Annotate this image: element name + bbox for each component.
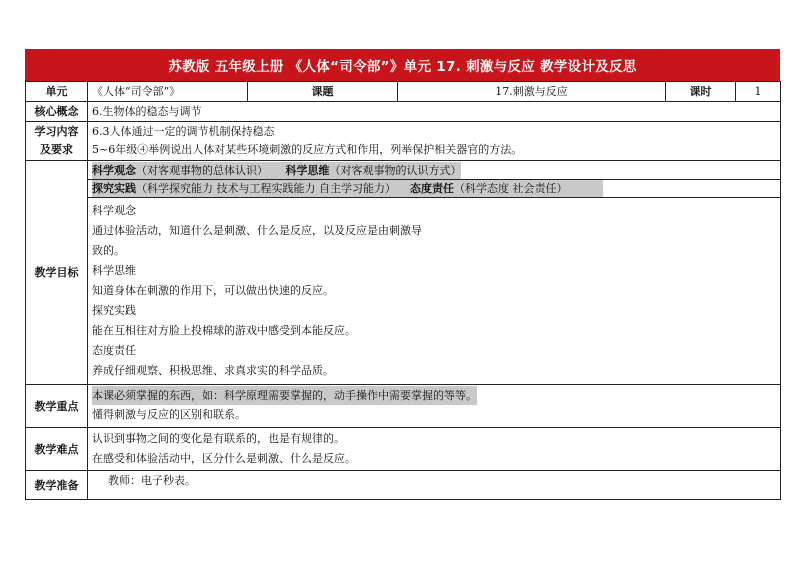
goal-line: 态度责任 [92, 344, 136, 357]
unit-value: 《人体“司令部”》 [88, 82, 248, 102]
hours-value: 1 [736, 82, 781, 102]
goal-line: 养成仔细观察、积极思维、求真求实的科学品质。 [92, 364, 334, 377]
goal-line: 致的。 [92, 244, 125, 257]
goals-summary-row [26, 161, 781, 198]
preparation-value: 教师：电子秒表。 [88, 471, 781, 500]
goals-detail [88, 198, 781, 385]
content-req-line-1: 6.3人体通过一定的调节机制保持稳态 [92, 125, 275, 138]
content-req-line-2: 5~6年级④举例说出人体对某些环境刺激的反应方式和作用，列举保护相关器官的方法。 [92, 143, 523, 156]
goal-line: 知道身体在刺激的作用下，可以做出快速的反应。 [92, 284, 334, 297]
core-concept-value: 6.生物体的稳态与调节 [88, 102, 781, 122]
key-points-label: 教学重点 [26, 385, 88, 428]
header-row [26, 82, 781, 102]
difficulties-label: 教学难点 [26, 428, 88, 471]
difficulties-row [26, 428, 781, 471]
difficulties-value [88, 428, 781, 471]
key-points-line-1: 本课必须掌握的东西，如：科学原理需要掌握的，动手操作中需要掌握的等等。 [92, 386, 477, 405]
content-req-label: 学习内容 及要求 [26, 122, 88, 161]
goal-line: 探究实践 [92, 304, 136, 317]
title-banner [25, 49, 780, 81]
goal-line: 能在互相往对方脸上投棉球的游戏中感受到本能反应。 [92, 324, 356, 337]
unit-label: 单元 [26, 82, 88, 102]
core-concept-label: 核心概念 [26, 102, 88, 122]
goals-summary-1: 科学观念（对客观事物的总体认识） 科学思维（对客观事物的认识方式） [92, 164, 462, 177]
topic-value: 17.刺激与反应 [398, 82, 666, 102]
key-points-line-2: 懂得刺激与反应的区别和联系。 [92, 408, 246, 421]
goal-line: 科学观念 [92, 204, 136, 217]
difficulties-line-2: 在感受和体验活动中，区分什么是刺激、什么是反应。 [92, 452, 356, 465]
topic-label: 课题 [248, 82, 398, 102]
key-points-value [88, 385, 781, 428]
content-req-value [88, 122, 781, 161]
key-points-row [26, 385, 781, 428]
content-req-row [26, 122, 781, 161]
preparation-label: 教学准备 [26, 471, 88, 500]
goals-detail-row [26, 198, 781, 385]
core-concept-row [26, 102, 781, 122]
lesson-plan-table [25, 81, 781, 500]
goal-line: 科学思维 [92, 264, 136, 277]
preparation-row [26, 471, 781, 500]
goals-summary [88, 161, 781, 198]
goals-label: 教学目标 [26, 161, 88, 385]
goals-summary-2: 探究实践（科学探究能力 技术与工程实践能力 自主学习能力） 态度责任（科学态度 社会责任） [92, 180, 603, 197]
goal-line: 通过体验活动，知道什么是刺激、什么是反应，以及反应是由刺激导 [92, 224, 422, 237]
difficulties-line-1: 认识到事物之间的变化是有联系的，也是有规律的。 [92, 432, 345, 445]
banner-title: 苏教版 五年级上册 《人体“司令部”》单元 17. 刺激与反应 教学设计及反思 [168, 59, 637, 75]
lesson-plan-sheet [25, 49, 780, 500]
hours-label: 课时 [666, 82, 736, 102]
